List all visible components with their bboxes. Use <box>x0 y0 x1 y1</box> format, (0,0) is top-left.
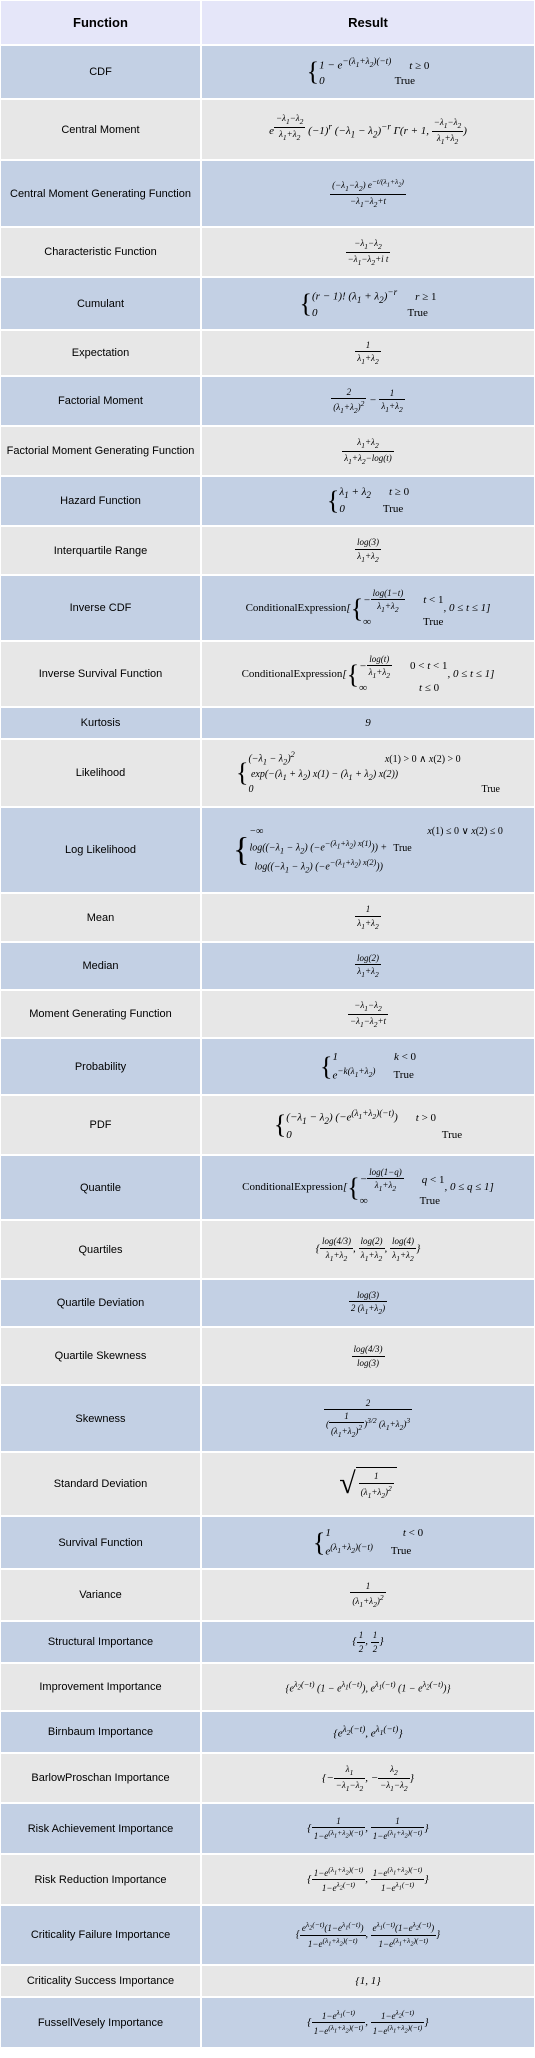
result-formula: { $\frac{1-e^{(\lambda_1+\lambda_2)(-t)}}{1-e^{\lambda_2(-t)}}$ , $\frac{1-e^{(\lambda_1+\lambda_2)(-t)}}{1-e^{\lambda_1(-t)}}$ } <box>201 1854 535 1905</box>
table-row <box>0 227 535 277</box>
result-formula: { $\frac{e^{\lambda_2(-t)}(1-e^{\lambda_1(-t)})}{1-e^{(\lambda_1+\lambda_2)(-t)}}$ , $\frac{e^{\lambda_1(-t)}(1-e^{\lambda_2(-t)})}{1-e^{(\lambda_1+\lambda_2)(-t)}}$ } <box>201 1905 535 1965</box>
function-name: Skewness <box>0 1385 201 1452</box>
result-formula: $\frac{1}{\lambda_1+\lambda_2}$ <box>201 893 535 942</box>
table-row <box>0 641 535 707</box>
result-formula: $\frac{\lambda_1+\lambda_2}{\lambda_1+\lambda_2-\log(t)}$ <box>201 426 535 476</box>
result-formula: $\frac{\log(3)}{2 (\lambda_1+\lambda_2)}$ <box>201 1279 535 1327</box>
result-formula: { $(-\lambda_1 - \lambda_2)$ $(-e^{(\lambda_1+\lambda_2)(-t)}) t > 0$ 0 True <box>201 1095 535 1155</box>
function-name: Cumulant <box>0 277 201 330</box>
table-row <box>0 1038 535 1095</box>
result-formula: $\frac{(-\lambda_1-\lambda_2) e^{-t/(\lambda_1+\lambda_2)}}{-\lambda_1-\lambda_2+t}$ <box>201 160 535 227</box>
function-name: Variance <box>0 1569 201 1621</box>
result-formula: { $\frac{1-e^{\lambda_1(-t)}}{1-e^{(\lambda_1+\lambda_2)(-t)}}$ , $\frac{1-e^{\lambda_2(-t)}}{1-e^{(\lambda_1+\lambda_2)(-t)}}$ } <box>201 1997 535 2048</box>
result-formula: {1, 1} <box>201 1965 535 1997</box>
function-name: PDF <box>0 1095 201 1155</box>
table-row <box>0 426 535 476</box>
table-row <box>0 1327 535 1385</box>
function-name: Survival Function <box>0 1516 201 1569</box>
function-name: Criticality Failure Importance <box>0 1905 201 1965</box>
table-row <box>0 1711 535 1753</box>
result-formula: $\frac{1}{(\lambda_1+\lambda_2)^2}$ <box>201 1569 535 1621</box>
table-row <box>0 277 535 330</box>
function-name: Median <box>0 942 201 990</box>
table-row <box>0 1753 535 1803</box>
table-row <box>0 1569 535 1621</box>
function-name: Factorial Moment Generating Function <box>0 426 201 476</box>
table-row <box>0 45 535 99</box>
table-row <box>0 1516 535 1569</box>
function-name: Kurtosis <box>0 707 201 739</box>
result-formula: $\frac{2}{(\lambda_1+\lambda_2)^2}$ − $\frac{1}{\lambda_1+\lambda_2}$ <box>201 376 535 426</box>
function-name: CDF <box>0 45 201 99</box>
header-row <box>0 0 535 45</box>
function-name: Quartile Skewness <box>0 1327 201 1385</box>
function-name: Birnbaum Importance <box>0 1711 201 1753</box>
function-name: Central Moment Generating Function <box>0 160 201 227</box>
table-row <box>0 1095 535 1155</box>
function-name: Central Moment <box>0 99 201 160</box>
function-name: Inverse Survival Function <box>0 641 201 707</box>
result-formula: {$e^{\lambda_2(-t)}$, $e^{\lambda_1(-t)}$} <box>201 1711 535 1753</box>
result-formula: { 1 t < 0 $e^{(\lambda_1+\lambda_2)(-t)}$ True <box>201 1516 535 1569</box>
function-name: Risk Achievement Importance <box>0 1803 201 1854</box>
function-name: Quartile Deviation <box>0 1279 201 1327</box>
table-row <box>0 1854 535 1905</box>
table-row <box>0 575 535 641</box>
table-row <box>0 99 535 160</box>
result-formula: ConditionalExpression[{ − $\frac{\log(t)}{\lambda_1+\lambda_2}$ 0 < t < 1 ∞ t ≤ 0 , 0 ≤ t ≤ 1] <box>201 641 535 707</box>
function-name: Factorial Moment <box>0 376 201 426</box>
function-name: Probability <box>0 1038 201 1095</box>
result-formula: ConditionalExpression[{ − $\frac{\log(1-q)}{\lambda_1+\lambda_2}$ q < 1 ∞ True , 0 ≤ q ≤ 1] <box>201 1155 535 1220</box>
result-formula: $\frac{1}{\lambda_1+\lambda_2}$ <box>201 330 535 376</box>
table-row <box>0 1452 535 1516</box>
table-row <box>0 476 535 526</box>
result-formula: e $^{\frac{-\lambda_1-\lambda_2}{\lambda_1+\lambda_2}}$ $(-1)^r$ $(-\lambda_1 - \lambda_2)^{-r}$ Γ(r + 1, $\frac{-\lambda_1-\lambda_2}{\lambda_1+\lambda_2}$ ) <box>201 99 535 160</box>
function-name: Expectation <box>0 330 201 376</box>
table-row <box>0 739 535 807</box>
table-row <box>0 1385 535 1452</box>
table-row <box>0 1155 535 1220</box>
result-formula: { $(-\lambda_1 - \lambda_2)^2$ x(1) > 0 ∧ x(2) > 0 $\exp(-(\lambda_1 + \lambda_2) x(1) - (\lambda_1 + \lambda_2)$ x(2)) 0 True <box>201 739 535 807</box>
result-formula: ConditionalExpression[{ − $\frac{\log(1-t)}{\lambda_1+\lambda_2}$ t < 1 ∞ True , 0 ≤ t ≤ 1] <box>201 575 535 641</box>
function-name: Quantile <box>0 1155 201 1220</box>
table-row <box>0 1997 535 2048</box>
result-formula: $\frac{-\lambda_1-\lambda_2}{-\lambda_1-\lambda_2+i t}$ <box>201 227 535 277</box>
table-row <box>0 330 535 376</box>
result-formula: { $\lambda_1 + \lambda_2$ t ≥ 0 0 True <box>201 476 535 526</box>
function-name: Structural Importance <box>0 1621 201 1663</box>
result-formula: {− $\frac{\lambda_1}{-\lambda_1-\lambda_2}$ , − $\frac{\lambda_2}{-\lambda_1-\lambda_2}$ } <box>201 1753 535 1803</box>
function-name: Characteristic Function <box>0 227 201 277</box>
table-row <box>0 1803 535 1854</box>
function-name: Log Likelihood <box>0 807 201 893</box>
function-name: Quartiles <box>0 1220 201 1279</box>
result-formula: $\frac{\log(2)}{\lambda_1+\lambda_2}$ <box>201 942 535 990</box>
result-header: Result <box>201 0 535 45</box>
result-formula: { 1 k < 0 $e^{-k(\lambda_1+\lambda_2)}$ True <box>201 1038 535 1095</box>
table-row <box>0 160 535 227</box>
function-name: Moment Generating Function <box>0 990 201 1038</box>
result-formula: 2 ( $\frac{1}{(\lambda_1+\lambda_2)^2}$ )$^{3/2}$ $(\lambda_1+\lambda_2)^3$ <box>201 1385 535 1452</box>
function-name: FussellVesely Importance <box>0 1997 201 2048</box>
table-row <box>0 1905 535 1965</box>
function-name: Interquartile Range <box>0 526 201 575</box>
result-formula: { $\frac{\log(4/3)}{\lambda_1+\lambda_2}$ , $\frac{\log(2)}{\lambda_1+\lambda_2}$ , $\frac{\log(4)}{\lambda_1+\lambda_2}$ } <box>201 1220 535 1279</box>
result-formula: 9 <box>201 707 535 739</box>
function-name: BarlowProschan Importance <box>0 1753 201 1803</box>
table-row <box>0 807 535 893</box>
result-formula: { $\frac{1}{2}$ , $\frac{1}{2}$ } <box>201 1621 535 1663</box>
table-row <box>0 526 535 575</box>
result-formula: { $\frac{1}{1-e^{(\lambda_1+\lambda_2)(-t)}}$ , $\frac{1}{1-e^{(\lambda_1+\lambda_2)(-t)}}$ } <box>201 1803 535 1854</box>
result-formula: { −∞ x(1) ≤ 0 ∨ x(2) ≤ 0 $\log((-\lambda_1 - \lambda_2) (-e^{-(\lambda_1+\lambda_2) x(1)}))$ + True $\log((-\lambda_1 - \lambda_2)$ $(-e^{-(\lambda_1+\lambda_2) x(2)})$) <box>201 807 535 893</box>
function-name: Improvement Importance <box>0 1663 201 1711</box>
result-formula: {$e^{\lambda_2(-t)}$ $(1 - e^{\lambda_1(-t)})$, $e^{\lambda_1(-t)}$ $(1 - e^{\lambda_2(-t)})$} <box>201 1663 535 1711</box>
result-formula: $\frac{-\lambda_1-\lambda_2}{-\lambda_1-\lambda_2+t}$ <box>201 990 535 1038</box>
function-name: Hazard Function <box>0 476 201 526</box>
table-row <box>0 990 535 1038</box>
table-row <box>0 1965 535 1997</box>
function-name: Inverse CDF <box>0 575 201 641</box>
result-formula: √ $\frac{1}{(\lambda_1+\lambda_2)^2}$ <box>201 1452 535 1516</box>
table-row <box>0 1621 535 1663</box>
table-row <box>0 1279 535 1327</box>
function-name: Risk Reduction Importance <box>0 1854 201 1905</box>
table-row <box>0 942 535 990</box>
function-header: Function <box>0 0 201 45</box>
table-row <box>0 707 535 739</box>
table-row <box>0 893 535 942</box>
table-row <box>0 376 535 426</box>
table-row <box>0 1220 535 1279</box>
function-name: Mean <box>0 893 201 942</box>
function-name: Likelihood <box>0 739 201 807</box>
function-name: Criticality Success Importance <box>0 1965 201 1997</box>
table-row <box>0 1663 535 1711</box>
result-formula: $\frac{\log(3)}{\lambda_1+\lambda_2}$ <box>201 526 535 575</box>
function-name: Standard Deviation <box>0 1452 201 1516</box>
result-formula: $\frac{\log(4/3)}{\log(3)}$ <box>201 1327 535 1385</box>
result-formula: { (r − 1)! $(\lambda_1 + \lambda_2)^{-r}$ r ≥ 1 0 True <box>201 277 535 330</box>
result-formula: { $1 - e^{-(\lambda_1+\lambda_2)(-t)}$ t ≥ 0 0 True <box>201 45 535 99</box>
